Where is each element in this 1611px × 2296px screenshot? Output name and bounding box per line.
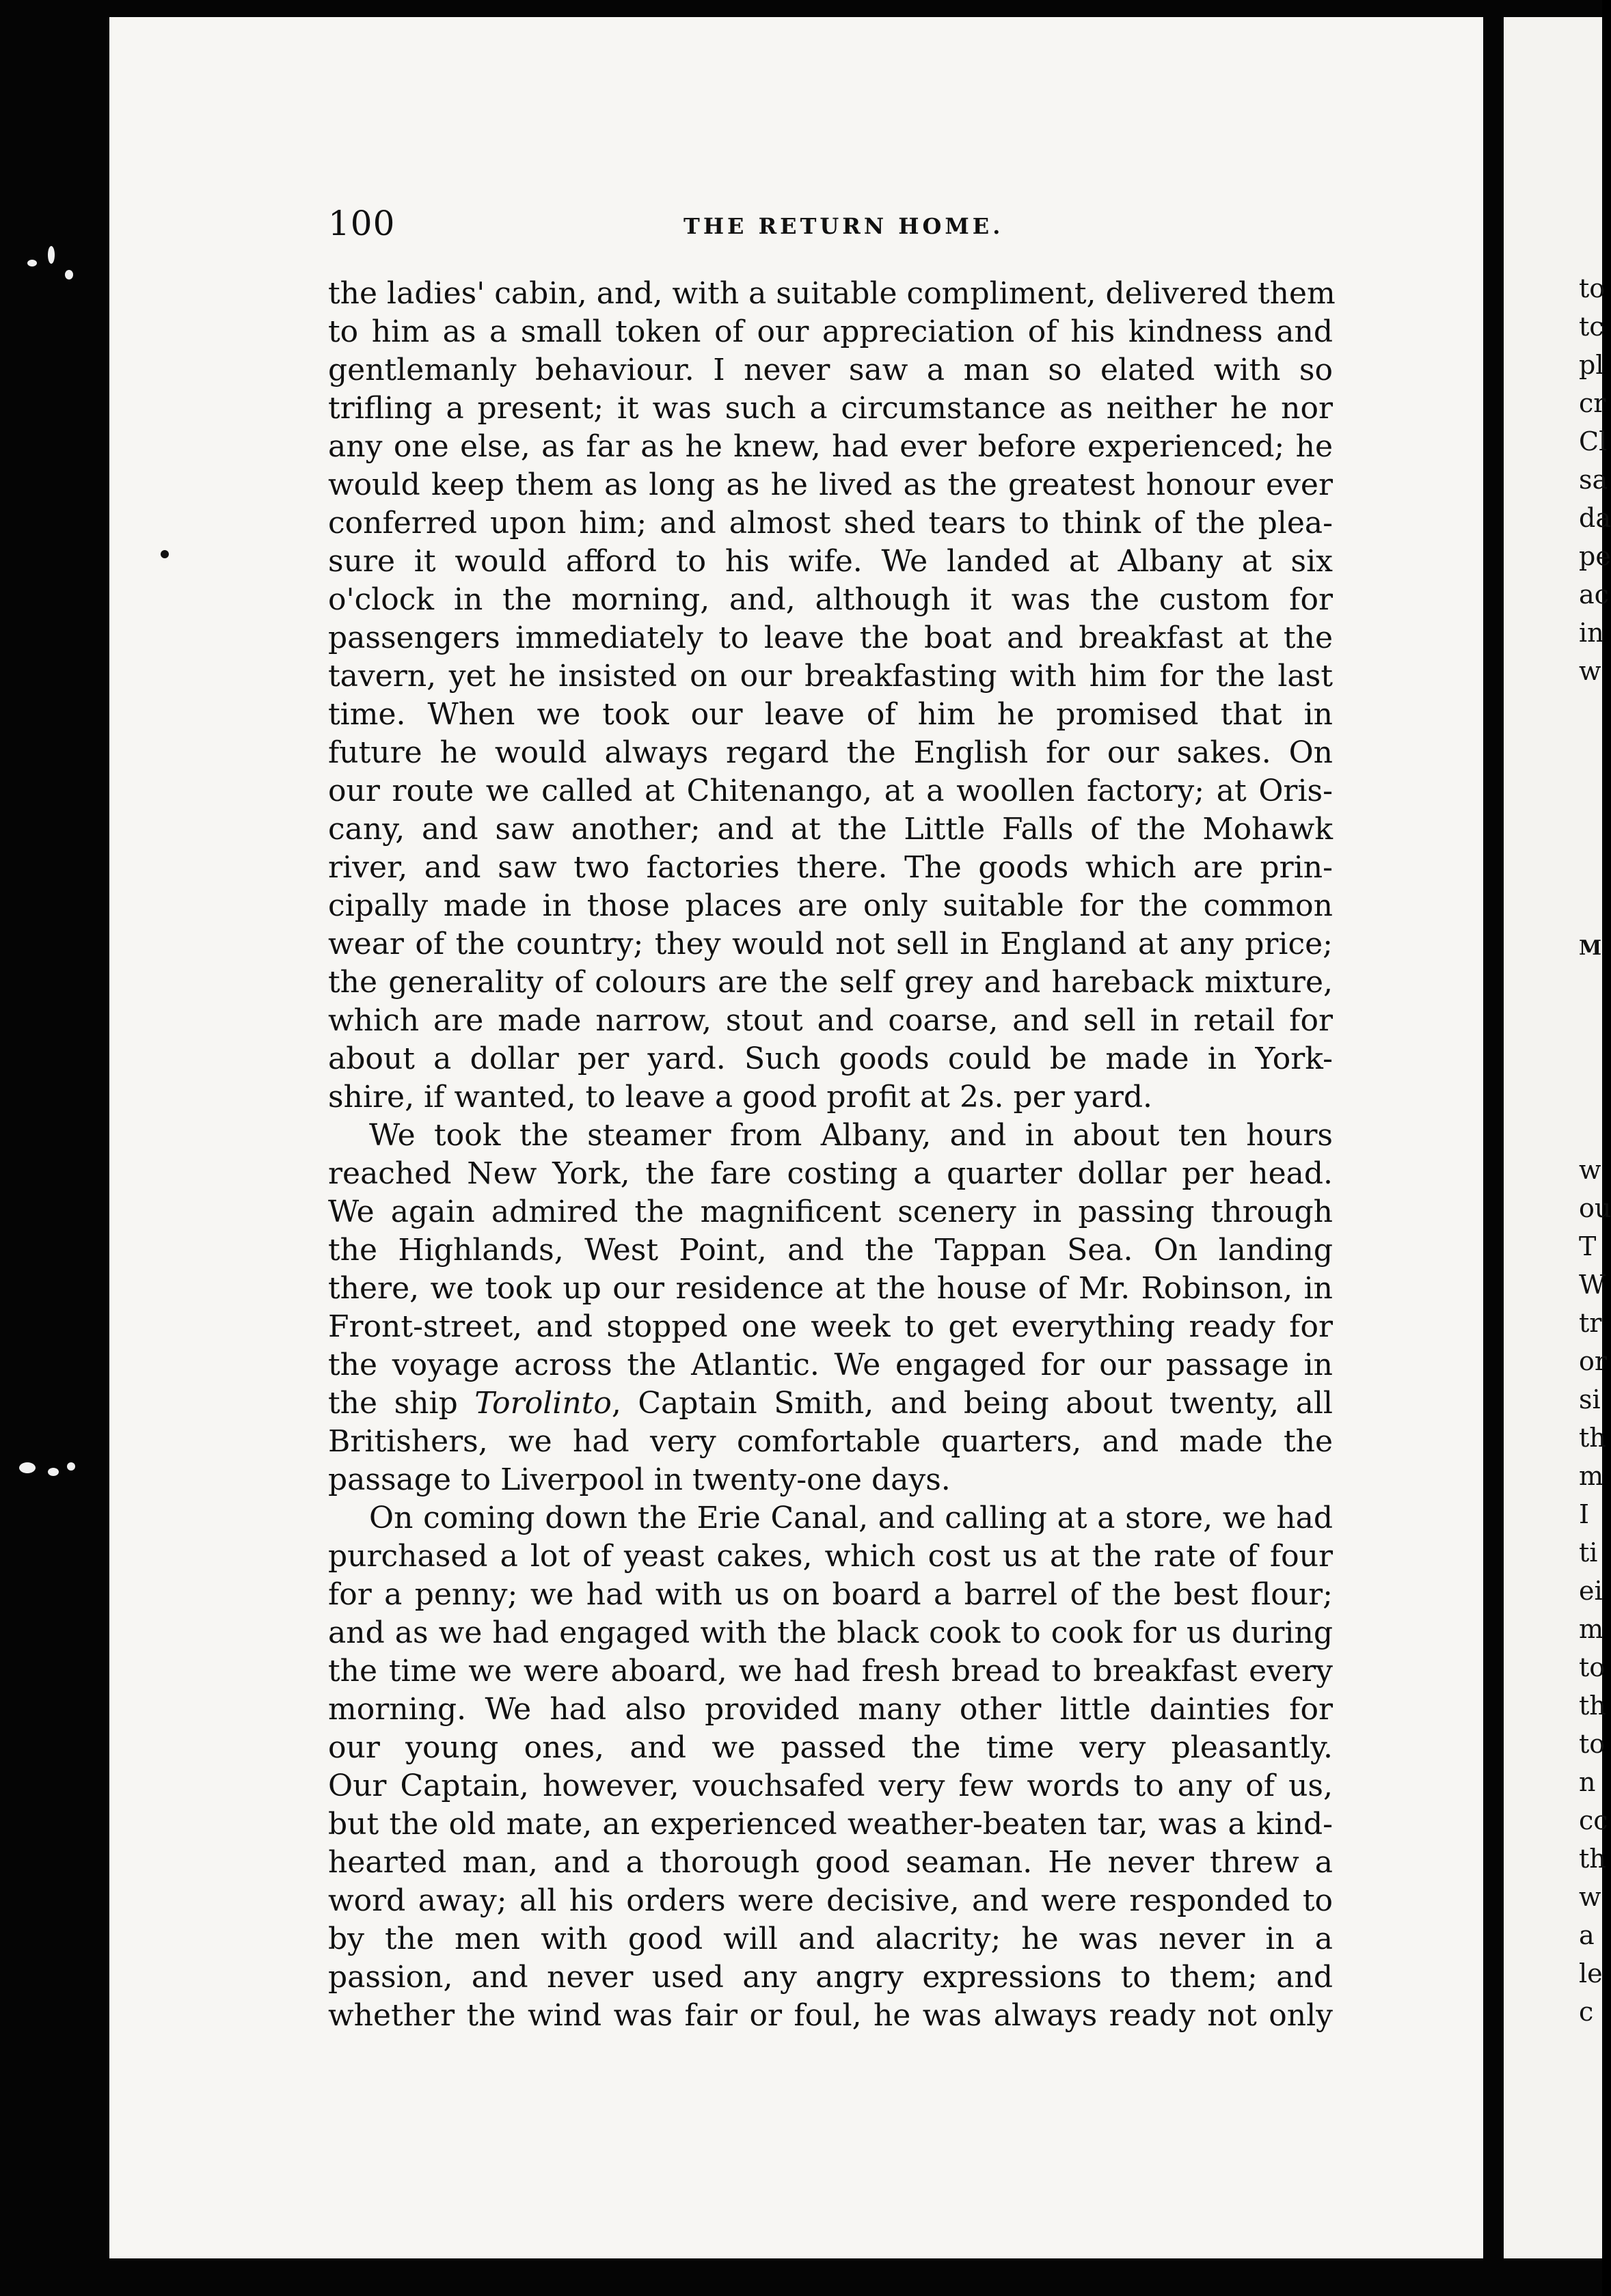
facing-page-fragment: to bbox=[1579, 273, 1606, 303]
facing-page-fragment: ei bbox=[1579, 1576, 1603, 1606]
text-line: cany, and saw another; and at the Little Falls of the Mohawk bbox=[328, 812, 1333, 847]
facing-page-fragment: pe bbox=[1579, 541, 1611, 571]
text-line: the voyage across the Atlantic. We engaged for our passage in bbox=[328, 1348, 1333, 1382]
facing-page-fragment: ou bbox=[1579, 1193, 1611, 1223]
facing-page-fragment: I bbox=[1579, 1499, 1590, 1529]
running-head: THE RETURN HOME. bbox=[683, 213, 1004, 239]
text-line: Front-street, and stopped one week to get everything ready for bbox=[328, 1309, 1333, 1344]
scan-speck bbox=[27, 260, 37, 266]
text-line: morning. We had also provided many other little dainties for bbox=[328, 1692, 1333, 1727]
text-line: but the old mate, an experienced weather-beaten tar, was a kind- bbox=[328, 1807, 1333, 1842]
text-line: passion, and never used any angry expressions to them; and bbox=[328, 1960, 1333, 1995]
facing-page-fragment: a bbox=[1579, 1920, 1595, 1950]
text-line: o'clock in the morning, and, although it was the custom for bbox=[328, 582, 1333, 617]
text-line: reached New York, the fare costing a quarter dollar per head. bbox=[328, 1156, 1333, 1191]
scan-speck bbox=[65, 270, 73, 279]
text-line: the generality of colours are the self grey and hareback mixture, bbox=[328, 965, 1333, 1000]
text-line: the ladies' cabin, and, with a suitable compliment, delivered them bbox=[328, 276, 1336, 311]
text-line: about a dollar per yard. Such goods could be made in York- bbox=[328, 1041, 1333, 1076]
facing-page-fragment: le bbox=[1579, 1958, 1603, 1988]
facing-page-fragment: c bbox=[1579, 1997, 1594, 2027]
scan-speck bbox=[48, 246, 55, 264]
text-line: hearted man, and a thorough good seaman. He never threw a bbox=[328, 1845, 1333, 1880]
text-line: by the men with good will and alacrity; he was never in a bbox=[328, 1922, 1333, 1956]
text-line: Our Captain, however, vouchsafed very few words to any of us, bbox=[328, 1768, 1333, 1803]
facing-page-fragment: da bbox=[1579, 503, 1611, 533]
text-line: to him as a small token of our appreciation of his kindness and bbox=[328, 314, 1333, 349]
facing-page-fragment: w bbox=[1579, 656, 1601, 686]
text-line: conferred upon him; and almost shed tears to think of the plea- bbox=[328, 506, 1333, 541]
text-line: cipally made in those places are only suitable for the common bbox=[328, 888, 1333, 923]
text-line: river, and saw two factories there. The goods which are prin- bbox=[328, 850, 1333, 885]
text-line: the ship Torolinto, Captain Smith, and being about twenty, all bbox=[328, 1386, 1333, 1421]
text-line: Britishers, we had very comfortable quarters, and made the bbox=[328, 1424, 1333, 1459]
facing-page-fragment: to bbox=[1579, 1652, 1606, 1682]
facing-page-fragment: ac bbox=[1579, 579, 1609, 610]
page-header bbox=[328, 204, 1340, 251]
scan-speck bbox=[48, 1468, 59, 1476]
facing-page-fragment: or bbox=[1579, 1346, 1608, 1376]
facing-page-fragment: W bbox=[1579, 1270, 1606, 1300]
text-line: the Highlands, West Point, and the Tappan Sea. On landing bbox=[328, 1233, 1333, 1268]
text-line: tavern, yet he insisted on our breakfasting with him for the last bbox=[328, 659, 1333, 694]
facing-page-fragment: si bbox=[1579, 1384, 1601, 1414]
ship-name: Torolinto bbox=[474, 1386, 612, 1421]
facing-page-fragment: to bbox=[1579, 1729, 1606, 1759]
text-line: trifling a present; it was such a circumstance as neither he nor bbox=[328, 391, 1333, 426]
facing-page-fragment: m bbox=[1579, 1461, 1604, 1491]
text-line: the time we were aboard, we had fresh bread to breakfast every bbox=[328, 1654, 1333, 1689]
text-line: whether the wind was fair or foul, he was always ready not only bbox=[328, 1998, 1333, 2033]
text-line: On coming down the Erie Canal, and calling at a store, we had bbox=[369, 1501, 1333, 1535]
facing-page-fragment: cr bbox=[1579, 388, 1606, 418]
facing-page-fragment: in bbox=[1579, 618, 1604, 648]
text-line: and as we had engaged with the black cook to cook for us during bbox=[328, 1615, 1333, 1650]
facing-page-fragment: m bbox=[1579, 1614, 1604, 1644]
facing-page-fragment: n bbox=[1579, 1767, 1596, 1797]
text-line: future he would always regard the English for our sakes. On bbox=[328, 735, 1333, 770]
facing-page-fragment: sa bbox=[1579, 465, 1608, 495]
scan-speck bbox=[67, 1462, 75, 1471]
text-line: purchased a lot of yeast cakes, which cost us at the rate of four bbox=[328, 1539, 1333, 1574]
text-line: which are made narrow, stout and coarse, and sell in retail for bbox=[328, 1003, 1333, 1038]
ink-dot bbox=[161, 550, 169, 558]
page-number: 100 bbox=[328, 204, 396, 243]
text-line: for a penny; we had with us on board a barrel of the best flour; bbox=[328, 1577, 1333, 1612]
text-line: any one else, as far as he knew, had ever before experienced; he bbox=[328, 429, 1333, 464]
text-line: We took the steamer from Albany, and in about ten hours bbox=[369, 1118, 1333, 1153]
scan-speck bbox=[19, 1462, 36, 1473]
text-line: passage to Liverpool in twenty-one days. bbox=[328, 1462, 951, 1497]
facing-page-fragment: pl bbox=[1579, 350, 1604, 380]
facing-page-fragment: ti bbox=[1579, 1538, 1598, 1568]
facing-page-fragment: th bbox=[1579, 1423, 1606, 1453]
text-line: gentlemanly behaviour. I never saw a man so elated with so bbox=[328, 353, 1333, 387]
text-line: there, we took up our residence at the house of Mr. Robinson, in bbox=[328, 1271, 1333, 1306]
facing-page-fragment: th bbox=[1579, 1691, 1606, 1721]
facing-page-fragment: Cl bbox=[1579, 426, 1608, 456]
text-line: passengers immediately to leave the boat and breakfast at the bbox=[328, 620, 1333, 655]
facing-page-fragment: th bbox=[1579, 1844, 1606, 1874]
text-line: time. When we took our leave of him he promised that in bbox=[328, 697, 1333, 732]
text-line: our young ones, and we passed the time very pleasantly. bbox=[328, 1730, 1333, 1765]
text-line: our route we called at Chitenango, at a woollen factory; at Oris- bbox=[328, 774, 1333, 808]
facing-page-fragment: w bbox=[1579, 1882, 1601, 1912]
text-line: shire, if wanted, to leave a good profit at 2s. per yard. bbox=[328, 1080, 1153, 1115]
facing-page-fragment: cc bbox=[1579, 1805, 1608, 1835]
body-text bbox=[328, 275, 1336, 2035]
text-line: wear of the country; they would not sell in England at any price; bbox=[328, 927, 1333, 961]
text-line: We again admired the magnificent scenery in passing through bbox=[328, 1194, 1333, 1229]
facing-page-fragment: tr bbox=[1579, 1308, 1602, 1338]
text-line: would keep them as long as he lived as the greatest honour ever bbox=[328, 467, 1333, 502]
facing-page-fragment: w bbox=[1579, 1155, 1601, 1185]
facing-page-fragment: tc bbox=[1579, 312, 1604, 342]
facing-page-fragment: T bbox=[1579, 1231, 1597, 1261]
text-line: word away; all his orders were decisive, and were responded to bbox=[328, 1883, 1333, 1918]
text-line: sure it would afford to his wife. We landed at Albany at six bbox=[328, 544, 1333, 579]
facing-page-fragment: M bbox=[1579, 936, 1602, 960]
